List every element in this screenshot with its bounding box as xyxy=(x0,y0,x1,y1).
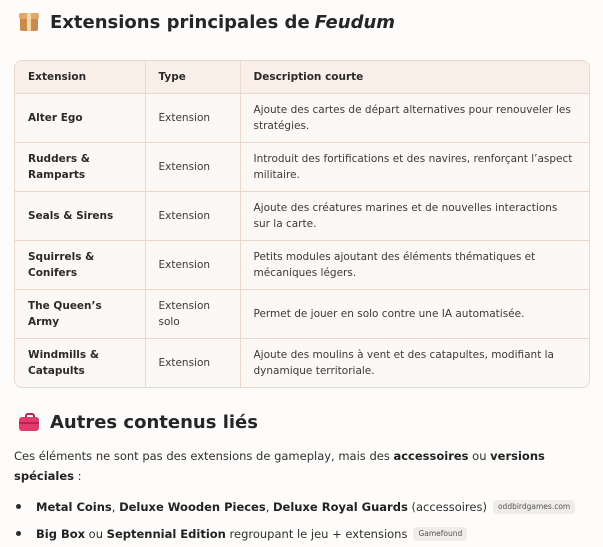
extension-name: Alter Ego xyxy=(15,94,145,143)
item-septennial-edition: Septennial Edition xyxy=(106,526,226,541)
extension-type: Extension xyxy=(145,192,240,241)
source-citation-chip[interactable]: Gamefound xyxy=(413,527,467,541)
extension-description: Introduit des fortifications et des navires, renforçant l’aspect militaire. xyxy=(240,143,589,192)
extensions-table xyxy=(14,60,590,388)
table-row xyxy=(15,192,589,241)
briefcase-icon xyxy=(18,411,40,433)
extension-name: The Queen’s Army xyxy=(15,290,145,339)
item-big-box: Big Box xyxy=(36,526,86,541)
extension-description: Ajoute des moulins à vent et des catapultes, modifiant la dynamique territoriale. xyxy=(240,339,589,388)
source-citation-chip[interactable]: oddbirdgames.com xyxy=(493,500,575,514)
intro-text: Ces éléments ne sont pas des extensions de gameplay, mais des xyxy=(14,449,394,463)
related-content-list xyxy=(14,493,590,547)
column-header-extension: Extension xyxy=(15,61,145,94)
table-row xyxy=(15,339,589,388)
item-metal-coins: Metal Coins xyxy=(36,499,112,514)
extension-description: Ajoute des créatures marines et de nouvelles interactions sur la carte. xyxy=(240,192,589,241)
intro-text: ou xyxy=(468,449,491,463)
content xyxy=(14,0,590,547)
extension-type: Extension xyxy=(145,143,240,192)
extension-name: Squirrels & Conifers xyxy=(15,241,145,290)
table-row xyxy=(15,143,589,192)
section-title: Extensions principales de xyxy=(50,11,310,33)
item-deluxe-wooden-pieces: Deluxe Wooden Pieces xyxy=(119,499,266,514)
table-header-row xyxy=(15,61,589,94)
section-heading-related xyxy=(14,400,590,444)
extension-type: Extension xyxy=(145,339,240,388)
table-row xyxy=(15,94,589,143)
extension-name: Windmills & Catapults xyxy=(28,349,99,377)
extension-description: Petits modules ajoutant des éléments thématiques et mécaniques légers. xyxy=(240,241,589,290)
table-row xyxy=(15,241,589,290)
separator-text: ou xyxy=(85,526,107,541)
intro-text: : xyxy=(73,469,82,483)
section-title-game-name: Feudum xyxy=(314,11,396,33)
list-item xyxy=(14,493,590,520)
related-intro-paragraph xyxy=(14,446,590,486)
item-note: (accessoires) xyxy=(407,499,487,514)
section-heading-extensions xyxy=(14,0,590,44)
item-deluxe-royal-guards: Deluxe Royal Guards xyxy=(273,499,408,514)
intro-special-versions-bold: versions spéciales xyxy=(14,449,545,483)
package-box-icon xyxy=(18,11,40,33)
item-note: regroupant le jeu + extensions xyxy=(225,526,408,541)
extension-description: Ajoute des cartes de départ alternatives pour renouveler les stratégies. xyxy=(240,94,589,143)
table-row xyxy=(15,290,589,339)
section-title: Autres contenus liés xyxy=(50,411,258,433)
extension-description: Permet de jouer en solo contre une IA automatisée. xyxy=(240,290,589,339)
extension-type: Extension xyxy=(145,241,240,290)
separator-text: , xyxy=(111,499,120,514)
extension-name: Seals & Sirens xyxy=(15,192,145,241)
intro-accessories-bold: accessoires xyxy=(393,449,469,463)
extension-type: Extension xyxy=(145,94,240,143)
separator-text: , xyxy=(265,499,274,514)
extension-name: Rudders & Ramparts xyxy=(15,143,145,192)
column-header-type: Type xyxy=(145,61,240,94)
column-header-description: Description courte xyxy=(240,61,589,94)
extension-type: Extension solo xyxy=(145,290,240,339)
